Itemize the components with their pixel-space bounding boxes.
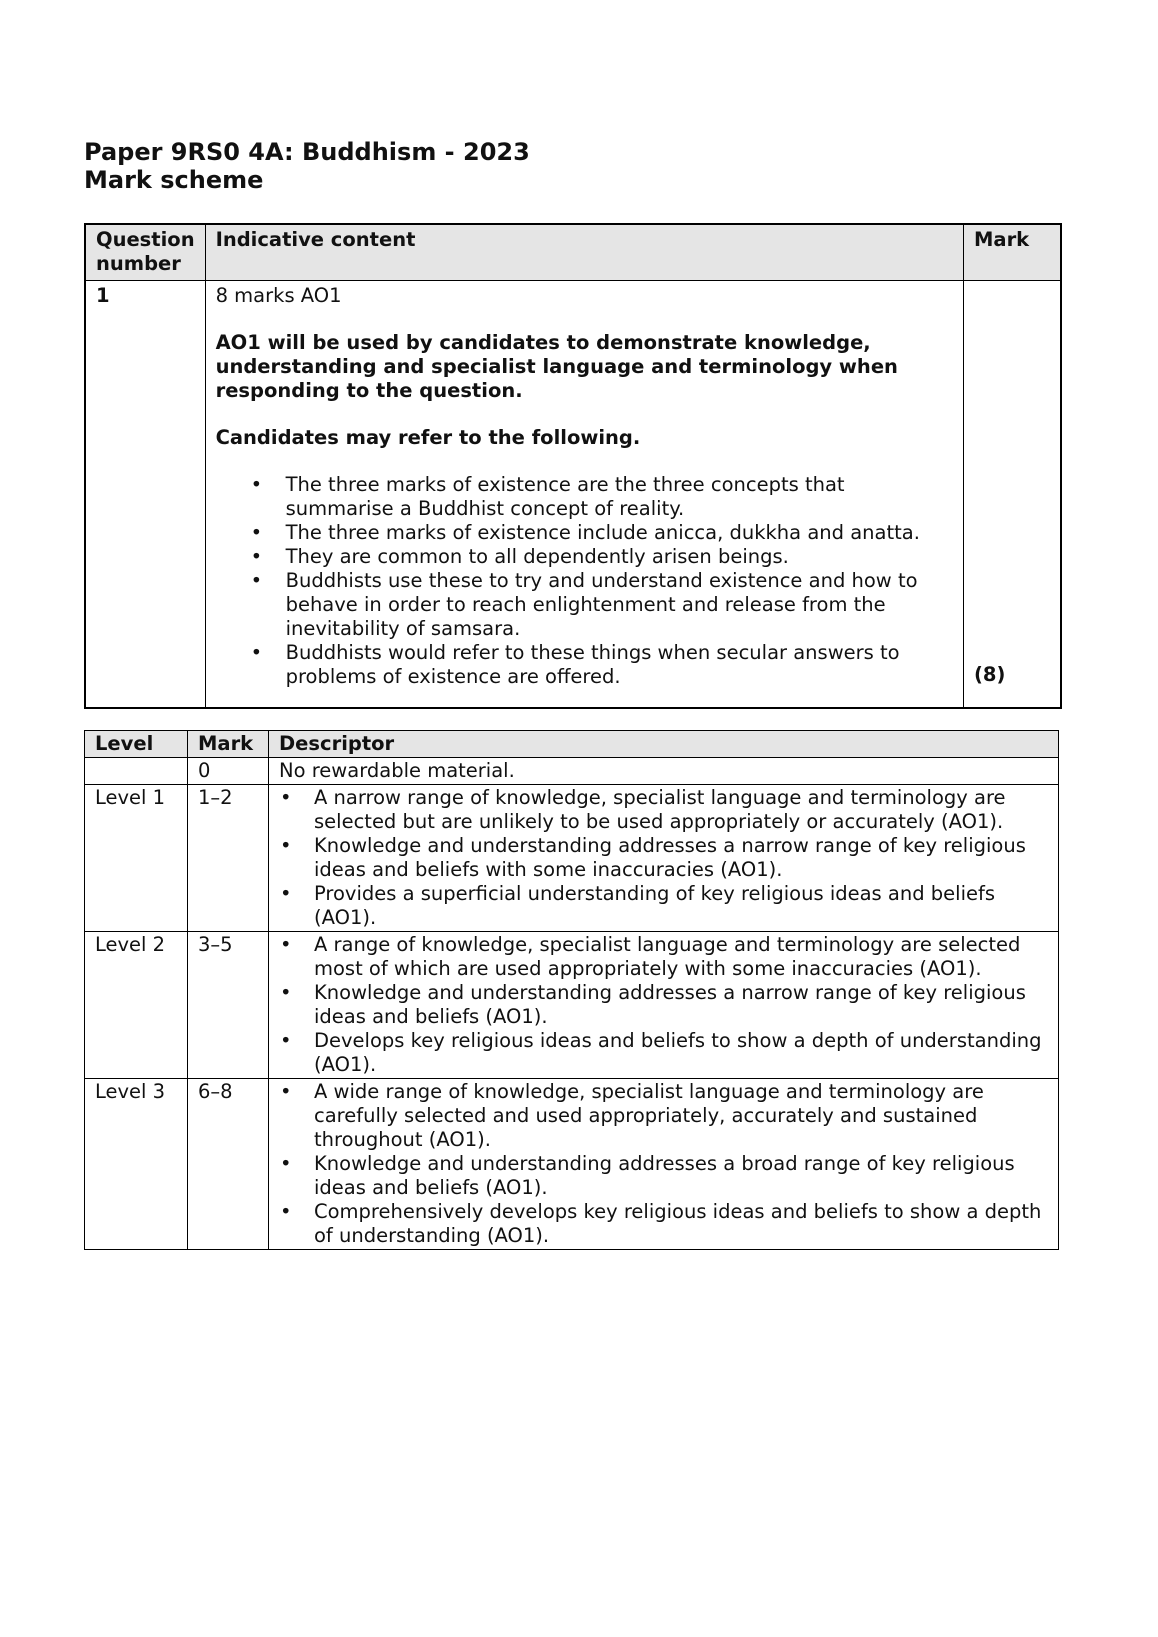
table-row (85, 758, 1059, 785)
title-line-paper: Paper 9RS0 4A: Buddhism - 2023 (84, 138, 530, 166)
list-item: • Comprehensively develops key religious ideas and beliefs to show a depth of understanding (AO1). (314, 1200, 1048, 1248)
level-cell: Level 2 (85, 932, 188, 1079)
list-item: • The three marks of existence are the three concepts that summarise a Buddhist concept of reality. (286, 473, 953, 521)
header-question-line2: number (96, 252, 181, 275)
ao-statement: AO1 will be used by candidates to demonstrate knowledge, understanding and specialist language and terminology when responding to the question. (215, 331, 898, 402)
mark-cell: 0 (188, 758, 269, 785)
list-item: • Provides a superficial understanding of key religious ideas and beliefs (AO1). (314, 882, 1048, 930)
list-item: • Knowledge and understanding addresses a narrow range of key religious ideas and beliefs with some inaccuracies (AO1). (314, 834, 1048, 882)
level-descriptor-table (84, 730, 1059, 1250)
header-mark: Mark (188, 731, 269, 758)
header-mark: Mark (964, 224, 1062, 281)
header-indicative-content: Indicative content (205, 224, 963, 281)
descriptor-list (279, 786, 1048, 930)
header-question-number (85, 224, 205, 281)
list-item: • Develops key religious ideas and beliefs to show a depth of understanding (AO1). (314, 1029, 1048, 1077)
header-level: Level (85, 731, 188, 758)
header-question-line1: Question (96, 228, 195, 251)
indicative-content (205, 281, 963, 709)
mark-value: (8) (964, 281, 1062, 709)
descriptor-cell (269, 785, 1059, 932)
title-line-mark-scheme: Mark scheme (84, 166, 264, 194)
list-item: • Knowledge and understanding addresses a broad range of key religious ideas and beliefs (AO1). (314, 1152, 1048, 1200)
question-table (84, 223, 1062, 709)
descriptor-list (279, 1080, 1048, 1248)
content-intro: Candidates may refer to the following. (215, 426, 641, 449)
marks-line: 8 marks AO1 (215, 284, 342, 307)
page-title (84, 138, 530, 194)
list-item: • Knowledge and understanding addresses a narrow range of key religious ideas and beliefs (AO1). (314, 981, 1048, 1029)
question-number: 1 (85, 281, 205, 709)
list-item: • The three marks of existence include anicca, dukkha and anatta. (286, 521, 953, 545)
mark-cell: 6–8 (188, 1079, 269, 1250)
level-cell: Level 1 (85, 785, 188, 932)
list-item: • They are common to all dependently arisen beings. (286, 545, 953, 569)
mark-cell: 1–2 (188, 785, 269, 932)
list-item: • A wide range of knowledge, specialist language and terminology are carefully selected and used appropriately, accurately and sustained throughout (AO1). (314, 1080, 1048, 1152)
descriptor-cell (269, 1079, 1059, 1250)
table-row (85, 785, 1059, 932)
mark-cell: 3–5 (188, 932, 269, 1079)
list-item: • Buddhists use these to try and understand existence and how to behave in order to reach enlightenment and release from the inevitability of samsara. (286, 569, 953, 641)
descriptor-cell (269, 932, 1059, 1079)
header-descriptor: Descriptor (269, 731, 1059, 758)
list-item: • A narrow range of knowledge, specialist language and terminology are selected but are unlikely to be used appropriately or accurately (AO1). (314, 786, 1048, 834)
level-cell (85, 758, 188, 785)
table-row (85, 932, 1059, 1079)
question-table-header (85, 224, 1061, 281)
list-item: • Buddhists would refer to these things when secular answers to problems of existence are offered. (286, 641, 953, 689)
table-row (85, 281, 1061, 709)
table-row (85, 1079, 1059, 1250)
list-item: • A range of knowledge, specialist language and terminology are selected most of which are used appropriately with some inaccuracies (AO1). (314, 933, 1048, 981)
content-bullet-list (216, 473, 953, 689)
level-cell: Level 3 (85, 1079, 188, 1250)
descriptor-cell: No rewardable material. (269, 758, 1059, 785)
descriptor-list (279, 933, 1048, 1077)
level-table-header (85, 731, 1059, 758)
